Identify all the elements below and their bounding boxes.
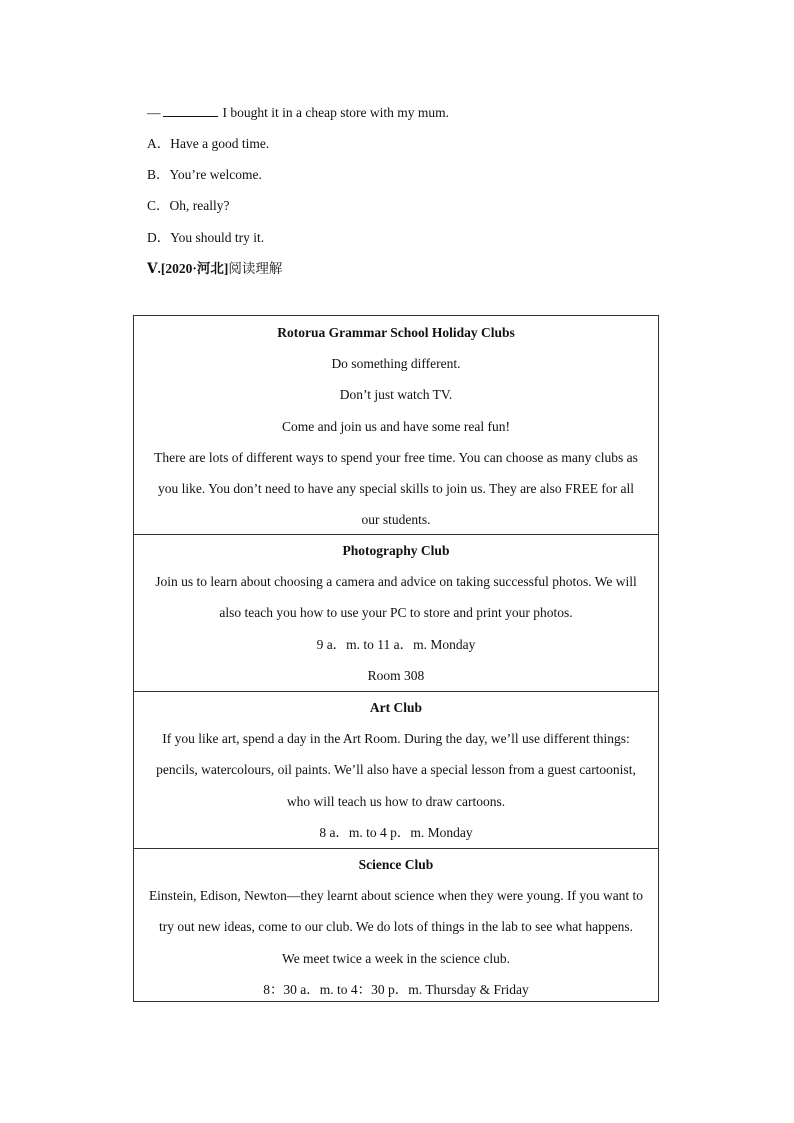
science-club-time: 8：30 a．m. to 4：30 p．m. Thursday & Friday (263, 981, 529, 997)
intro-line: you like. You don’t need to have any special skills to join us. They are also FREE for all (157, 480, 635, 496)
photography-club-room: Room 308 (367, 667, 425, 683)
intro-line: Do something different. (331, 356, 461, 372)
art-club-cell (134, 691, 658, 848)
intro-line: There are lots of different ways to spend your free time. You can choose as many clubs as (154, 449, 638, 465)
section-source: [2020·河北] (160, 261, 229, 276)
art-club-time: 8 a．m. to 4 p．m. Monday (319, 824, 473, 840)
intro-line: Don’t just watch TV. (339, 387, 453, 403)
science-club-line: Einstein, Edison, Newton—they learnt about science when they were young. If you want to (148, 888, 644, 904)
option-letter: D． (147, 230, 171, 245)
photography-club-title: Photography Club (342, 543, 450, 558)
option-text: Oh, really? (169, 198, 230, 213)
photography-club-cell (134, 534, 658, 691)
science-club-line: We meet twice a week in the science club. (282, 950, 510, 966)
photography-club-time: 9 a．m. to 11 a．m. Monday (316, 636, 476, 652)
question-stem (147, 105, 449, 121)
option-text: You should try it. (170, 230, 265, 245)
option-a[interactable] (147, 136, 269, 152)
science-club-cell (134, 848, 658, 1001)
photography-club-line: also teach you how to use your PC to store and print your photos. (219, 605, 573, 621)
option-b[interactable] (147, 167, 262, 183)
dash: — (147, 105, 161, 120)
answer-blank[interactable] (163, 105, 218, 117)
art-club-line: pencils, watercolours, oil paints. We’ll also have a special lesson from a guest cartoonist, (156, 762, 636, 778)
science-club-title: Science Club (358, 857, 434, 872)
option-text: Have a good time. (170, 136, 270, 151)
photography-club-line: Join us to learn about choosing a camera and advice on taking successful photos. We will (155, 574, 637, 590)
intro-line: our students. (361, 512, 431, 528)
section-numeral: Ⅴ. (147, 261, 161, 276)
option-d[interactable] (147, 230, 264, 246)
option-letter: A． (147, 136, 171, 151)
section-heading (147, 261, 282, 277)
intro-title: Rotorua Grammar School Holiday Clubs (277, 325, 515, 340)
option-c[interactable] (147, 198, 230, 214)
option-text: You’re welcome. (169, 167, 262, 182)
option-letter: C． (147, 198, 170, 213)
section-title: 阅读理解 (228, 261, 283, 276)
intro-cell (134, 316, 658, 534)
art-club-line: who will teach us how to draw cartoons. (286, 793, 506, 809)
question-sentence: I bought it in a cheap store with my mum. (222, 105, 449, 120)
intro-line: Come and join us and have some real fun! (282, 418, 510, 434)
option-letter: B． (147, 167, 170, 182)
art-club-line: If you like art, spend a day in the Art Room. During the day, we’ll use different things: (162, 731, 630, 747)
science-club-line: try out new ideas, come to our club. We do lots of things in the lab to see what happens. (158, 919, 634, 935)
art-club-title: Art Club (369, 700, 423, 715)
clubs-table (133, 315, 659, 1002)
